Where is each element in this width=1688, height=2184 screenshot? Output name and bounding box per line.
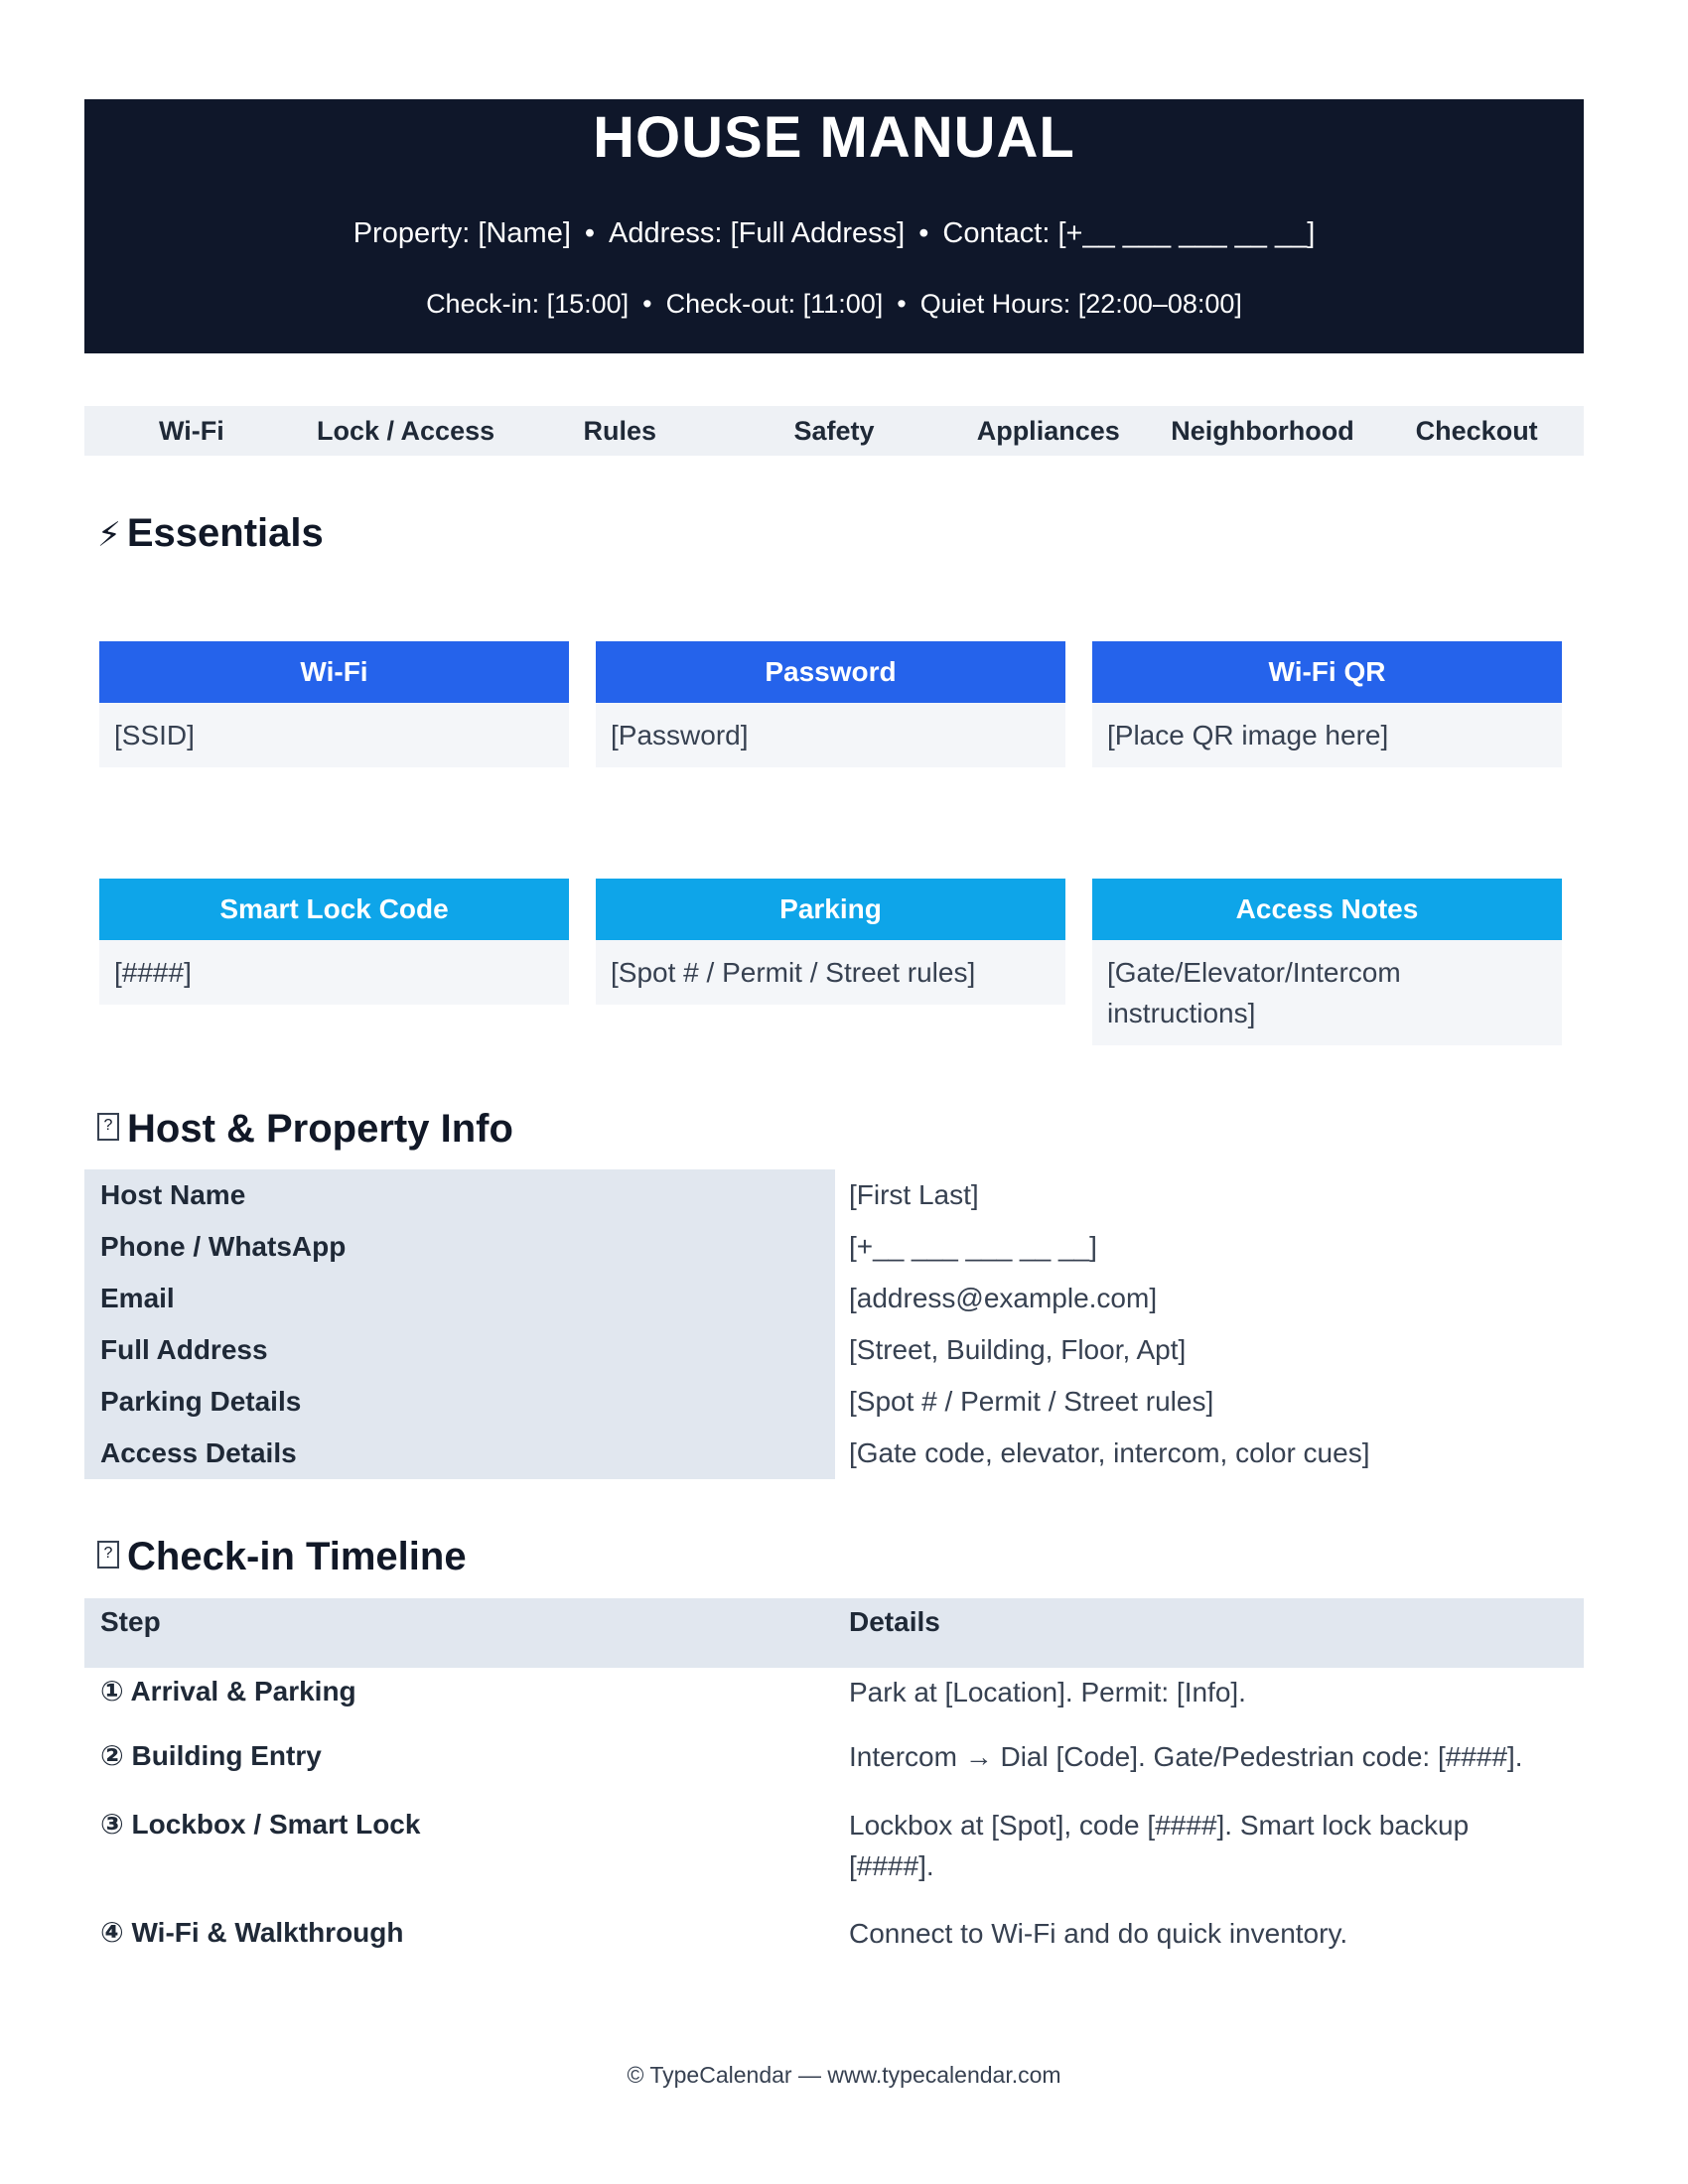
card-value: [Gate/Elevator/Intercom instructions] (1092, 940, 1562, 1045)
separator-dot: • (918, 217, 929, 249)
checkin-text: Check-in: [15:00] (426, 289, 630, 319)
table-row (84, 1324, 1584, 1376)
column-header-step: Step (100, 1606, 161, 1637)
row-label: Email (84, 1273, 835, 1324)
table-row (84, 1376, 1584, 1428)
step-label: ④ Wi-Fi & Walkthrough (100, 1917, 404, 1948)
card-smart-lock-code (99, 879, 569, 1005)
step-details: Lockbox at [Spot], code [####]. Smart lock backup [####]. (849, 1810, 1470, 1881)
nav-item-safety[interactable]: Safety (793, 416, 875, 446)
timeline-table (84, 1598, 1584, 1954)
card-parking (596, 879, 1065, 1005)
card-header: Password (596, 641, 1065, 703)
table-row (84, 1221, 1584, 1273)
card-header: Smart Lock Code (99, 879, 569, 940)
footer-credit: © TypeCalendar — www.typecalendar.com (627, 2062, 1061, 2088)
nav-item-wifi[interactable]: Wi-Fi (158, 416, 224, 446)
quiet-hours-text: Quiet Hours: [22:00–08:00] (919, 289, 1242, 319)
nav-item-checkout[interactable]: Checkout (1415, 416, 1538, 446)
row-value: [Spot # / Permit / Street rules] (849, 1386, 1214, 1417)
card-value: [SSID] (99, 703, 569, 767)
card-header: Access Notes (1092, 879, 1562, 940)
row-label: Host Name (84, 1169, 835, 1221)
row-label: Phone / WhatsApp (84, 1221, 835, 1273)
row-value: [address@example.com] (849, 1283, 1158, 1313)
row-value: [First Last] (849, 1179, 979, 1210)
nav-item-neighborhood[interactable]: Neighborhood (1171, 416, 1354, 446)
card-value: [####] (99, 940, 569, 1005)
separator-dot: • (642, 289, 652, 319)
card-password (596, 641, 1065, 767)
header-info-line (84, 213, 1584, 253)
table-row (84, 1169, 1584, 1221)
nav-item-appliances[interactable]: Appliances (976, 416, 1120, 446)
host-title: Host & Property Info (127, 1107, 513, 1151)
table-row (84, 1273, 1584, 1324)
checkout-text: Check-out: [11:00] (665, 289, 884, 319)
host-info-table (84, 1169, 1584, 1479)
essentials-heading (97, 508, 324, 560)
step-details: Connect to Wi-Fi and do quick inventory. (849, 1918, 1348, 1949)
page-title: HOUSE MANUAL (593, 105, 1075, 170)
table-row (84, 1913, 1584, 1954)
host-heading (97, 1104, 513, 1154)
card-header: Parking (596, 879, 1065, 940)
table-row (84, 1736, 1584, 1805)
property-text: Property: [Name] (352, 217, 571, 249)
header-banner (84, 99, 1584, 353)
card-value: [Spot # / Permit / Street rules] (596, 940, 1065, 1005)
essentials-title: Essentials (126, 511, 324, 555)
table-row (84, 1428, 1584, 1479)
contact-text: Contact: [+__ ___ ___ __ __] (942, 217, 1316, 249)
step-details: Intercom → Dial [Code]. Gate/Pedestrian code: [####]. (849, 1741, 1523, 1772)
card-value: [Password] (596, 703, 1065, 767)
card-value: [Place QR image here] (1092, 703, 1562, 767)
row-value: [Street, Building, Floor, Apt] (849, 1334, 1187, 1365)
row-value: [Gate code, elevator, intercom, color cues] (849, 1437, 1370, 1468)
separator-dot: • (584, 217, 596, 249)
nav-item-rules[interactable]: Rules (583, 416, 657, 446)
table-row (84, 1805, 1584, 1913)
row-label: Parking Details (84, 1376, 835, 1428)
lightning-icon: ⚡ (97, 516, 121, 554)
card-access-notes (1092, 879, 1562, 1045)
table-row (84, 1668, 1584, 1736)
column-header-details: Details (849, 1606, 940, 1637)
card-wifi-qr (1092, 641, 1562, 767)
timeline-title: Check-in Timeline (127, 1535, 467, 1578)
address-text: Address: [Full Address] (609, 217, 906, 249)
row-label: Full Address (84, 1324, 835, 1376)
header-times-line (84, 284, 1584, 324)
step-label: ② Building Entry (100, 1740, 322, 1771)
card-wifi (99, 641, 569, 767)
card-header: Wi-Fi QR (1092, 641, 1562, 703)
step-label: ③ Lockbox / Smart Lock (100, 1809, 421, 1840)
placeholder-icon: ? (97, 1113, 119, 1141)
section-nav (84, 406, 1584, 456)
row-label: Access Details (84, 1428, 835, 1479)
card-header: Wi-Fi (99, 641, 569, 703)
timeline-heading (97, 1532, 467, 1581)
step-label: ① Arrival & Parking (100, 1676, 356, 1706)
row-value: [+__ ___ ___ __ __] (849, 1231, 1097, 1262)
placeholder-icon: ? (97, 1541, 119, 1569)
table-header (84, 1598, 1584, 1668)
nav-item-lock-access[interactable]: Lock / Access (317, 416, 495, 446)
separator-dot: • (897, 289, 907, 319)
step-details: Park at [Location]. Permit: [Info]. (849, 1677, 1246, 1707)
